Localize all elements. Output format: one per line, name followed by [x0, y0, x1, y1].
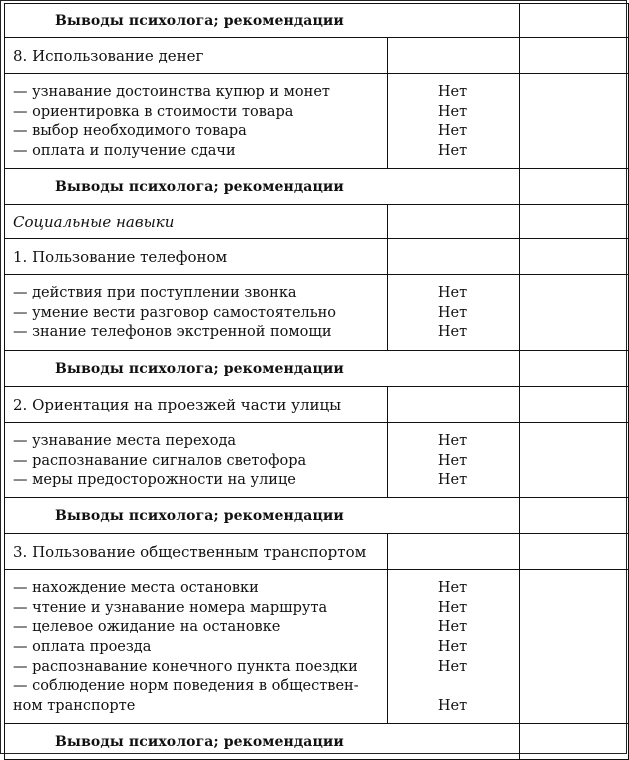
conclusion-row [5, 498, 629, 534]
item-value[interactable]: Нет [437, 639, 468, 656]
list-item: — чтение и узнавание номера маршрута [13, 599, 328, 616]
section-title-row [5, 38, 629, 74]
conclusion-label: Выводы психолога; рекомендации [5, 351, 520, 387]
notes-cell[interactable] [519, 498, 628, 534]
notes-cell[interactable] [519, 275, 628, 351]
list-item: — соблюдение норм поведения в обществен- [13, 678, 359, 695]
section-title: 2. Ориентация на проезжей части улицы [5, 387, 388, 423]
item-value[interactable]: Нет [437, 84, 468, 100]
notes-cell[interactable] [519, 351, 628, 387]
item-value[interactable]: Нет [437, 452, 468, 469]
conclusion-label: Выводы психолога; рекомендации [5, 498, 520, 534]
items-row [5, 74, 629, 169]
item-value[interactable]: Нет [437, 599, 468, 616]
item-value[interactable]: Нет [437, 472, 468, 489]
items-row [5, 570, 629, 724]
section-title: 1. Пользование телефоном [5, 239, 388, 275]
value-cell[interactable] [387, 534, 519, 570]
item-list [5, 570, 387, 717]
conclusion-row [5, 724, 629, 760]
section-title: 8. Использование денег [5, 38, 388, 74]
group-title-row [5, 205, 629, 239]
notes-cell[interactable] [519, 4, 628, 38]
item-value[interactable]: Нет [437, 433, 468, 449]
list-item: — узнавание места перехода [13, 433, 237, 449]
conclusion-label: Выводы психолога; рекомендации [5, 724, 520, 760]
list-item: — целевое ожидание на остановке [13, 619, 281, 636]
item-value[interactable]: Нет [437, 123, 468, 140]
value-cell[interactable] [387, 387, 519, 423]
section-title: 3. Пользование общественным транспортом [5, 534, 388, 570]
item-value[interactable]: Нет [437, 698, 468, 715]
list-item: — меры предосторожности на улице [13, 472, 296, 489]
item-list [5, 74, 387, 162]
list-item: — распознавание конечного пункта поездки [13, 658, 358, 675]
conclusion-label: Выводы психолога; рекомендации [5, 4, 520, 38]
section-title-row [5, 387, 629, 423]
value-list [388, 275, 519, 343]
list-item: — оплата проезда [13, 639, 152, 656]
notes-cell[interactable] [519, 570, 628, 724]
list-item: — распознавание сигналов светофора [13, 452, 307, 469]
list-item: — действия при поступлении звонка [13, 285, 297, 301]
notes-cell[interactable] [519, 74, 628, 169]
notes-cell[interactable] [519, 239, 628, 275]
item-value[interactable]: Нет [437, 658, 468, 675]
conclusion-row [5, 4, 629, 38]
item-value[interactable]: Нет [437, 103, 468, 120]
conclusion-label: Выводы психолога; рекомендации [5, 169, 520, 205]
list-item: — умение вести разговор самостоятельно [13, 304, 337, 321]
list-item: — оплата и получение сдачи [13, 143, 236, 160]
notes-cell[interactable] [519, 38, 628, 74]
conclusion-row [5, 169, 629, 205]
items-row [5, 275, 629, 351]
notes-cell[interactable] [519, 169, 628, 205]
list-item: — знание телефонов экстренной помощи [13, 324, 332, 341]
group-title: Социальные навыки [5, 205, 388, 239]
item-list [5, 423, 387, 491]
spacer [388, 677, 519, 697]
item-value[interactable]: Нет [437, 304, 468, 321]
item-value[interactable]: Нет [437, 143, 468, 160]
conclusion-row [5, 351, 629, 387]
section-title-row [5, 239, 629, 275]
value-cell[interactable] [387, 239, 519, 275]
value-cell[interactable] [387, 205, 519, 239]
value-list [388, 423, 519, 491]
item-value[interactable]: Нет [437, 580, 468, 596]
items-row [5, 423, 629, 498]
item-value[interactable]: Нет [437, 619, 468, 636]
notes-cell[interactable] [519, 205, 628, 239]
notes-cell[interactable] [519, 423, 628, 498]
list-item-continuation: ном транспорте [13, 698, 136, 715]
item-value[interactable]: Нет [437, 324, 468, 341]
list-item: — нахождение места остановки [13, 580, 259, 596]
notes-cell[interactable] [519, 724, 628, 760]
value-cell[interactable] [387, 38, 519, 74]
notes-cell[interactable] [519, 387, 628, 423]
item-value[interactable]: Нет [437, 285, 468, 301]
value-list [388, 74, 519, 162]
list-item: — узнавание достоинства купюр и монет [13, 84, 330, 100]
item-list [5, 275, 387, 343]
section-title-row [5, 534, 629, 570]
list-item: — выбор необходимого товара [13, 123, 247, 140]
assessment-table [4, 3, 629, 760]
notes-cell[interactable] [519, 534, 628, 570]
list-item: — ориентировка в стоимости товара [13, 103, 294, 120]
value-list [388, 570, 519, 717]
